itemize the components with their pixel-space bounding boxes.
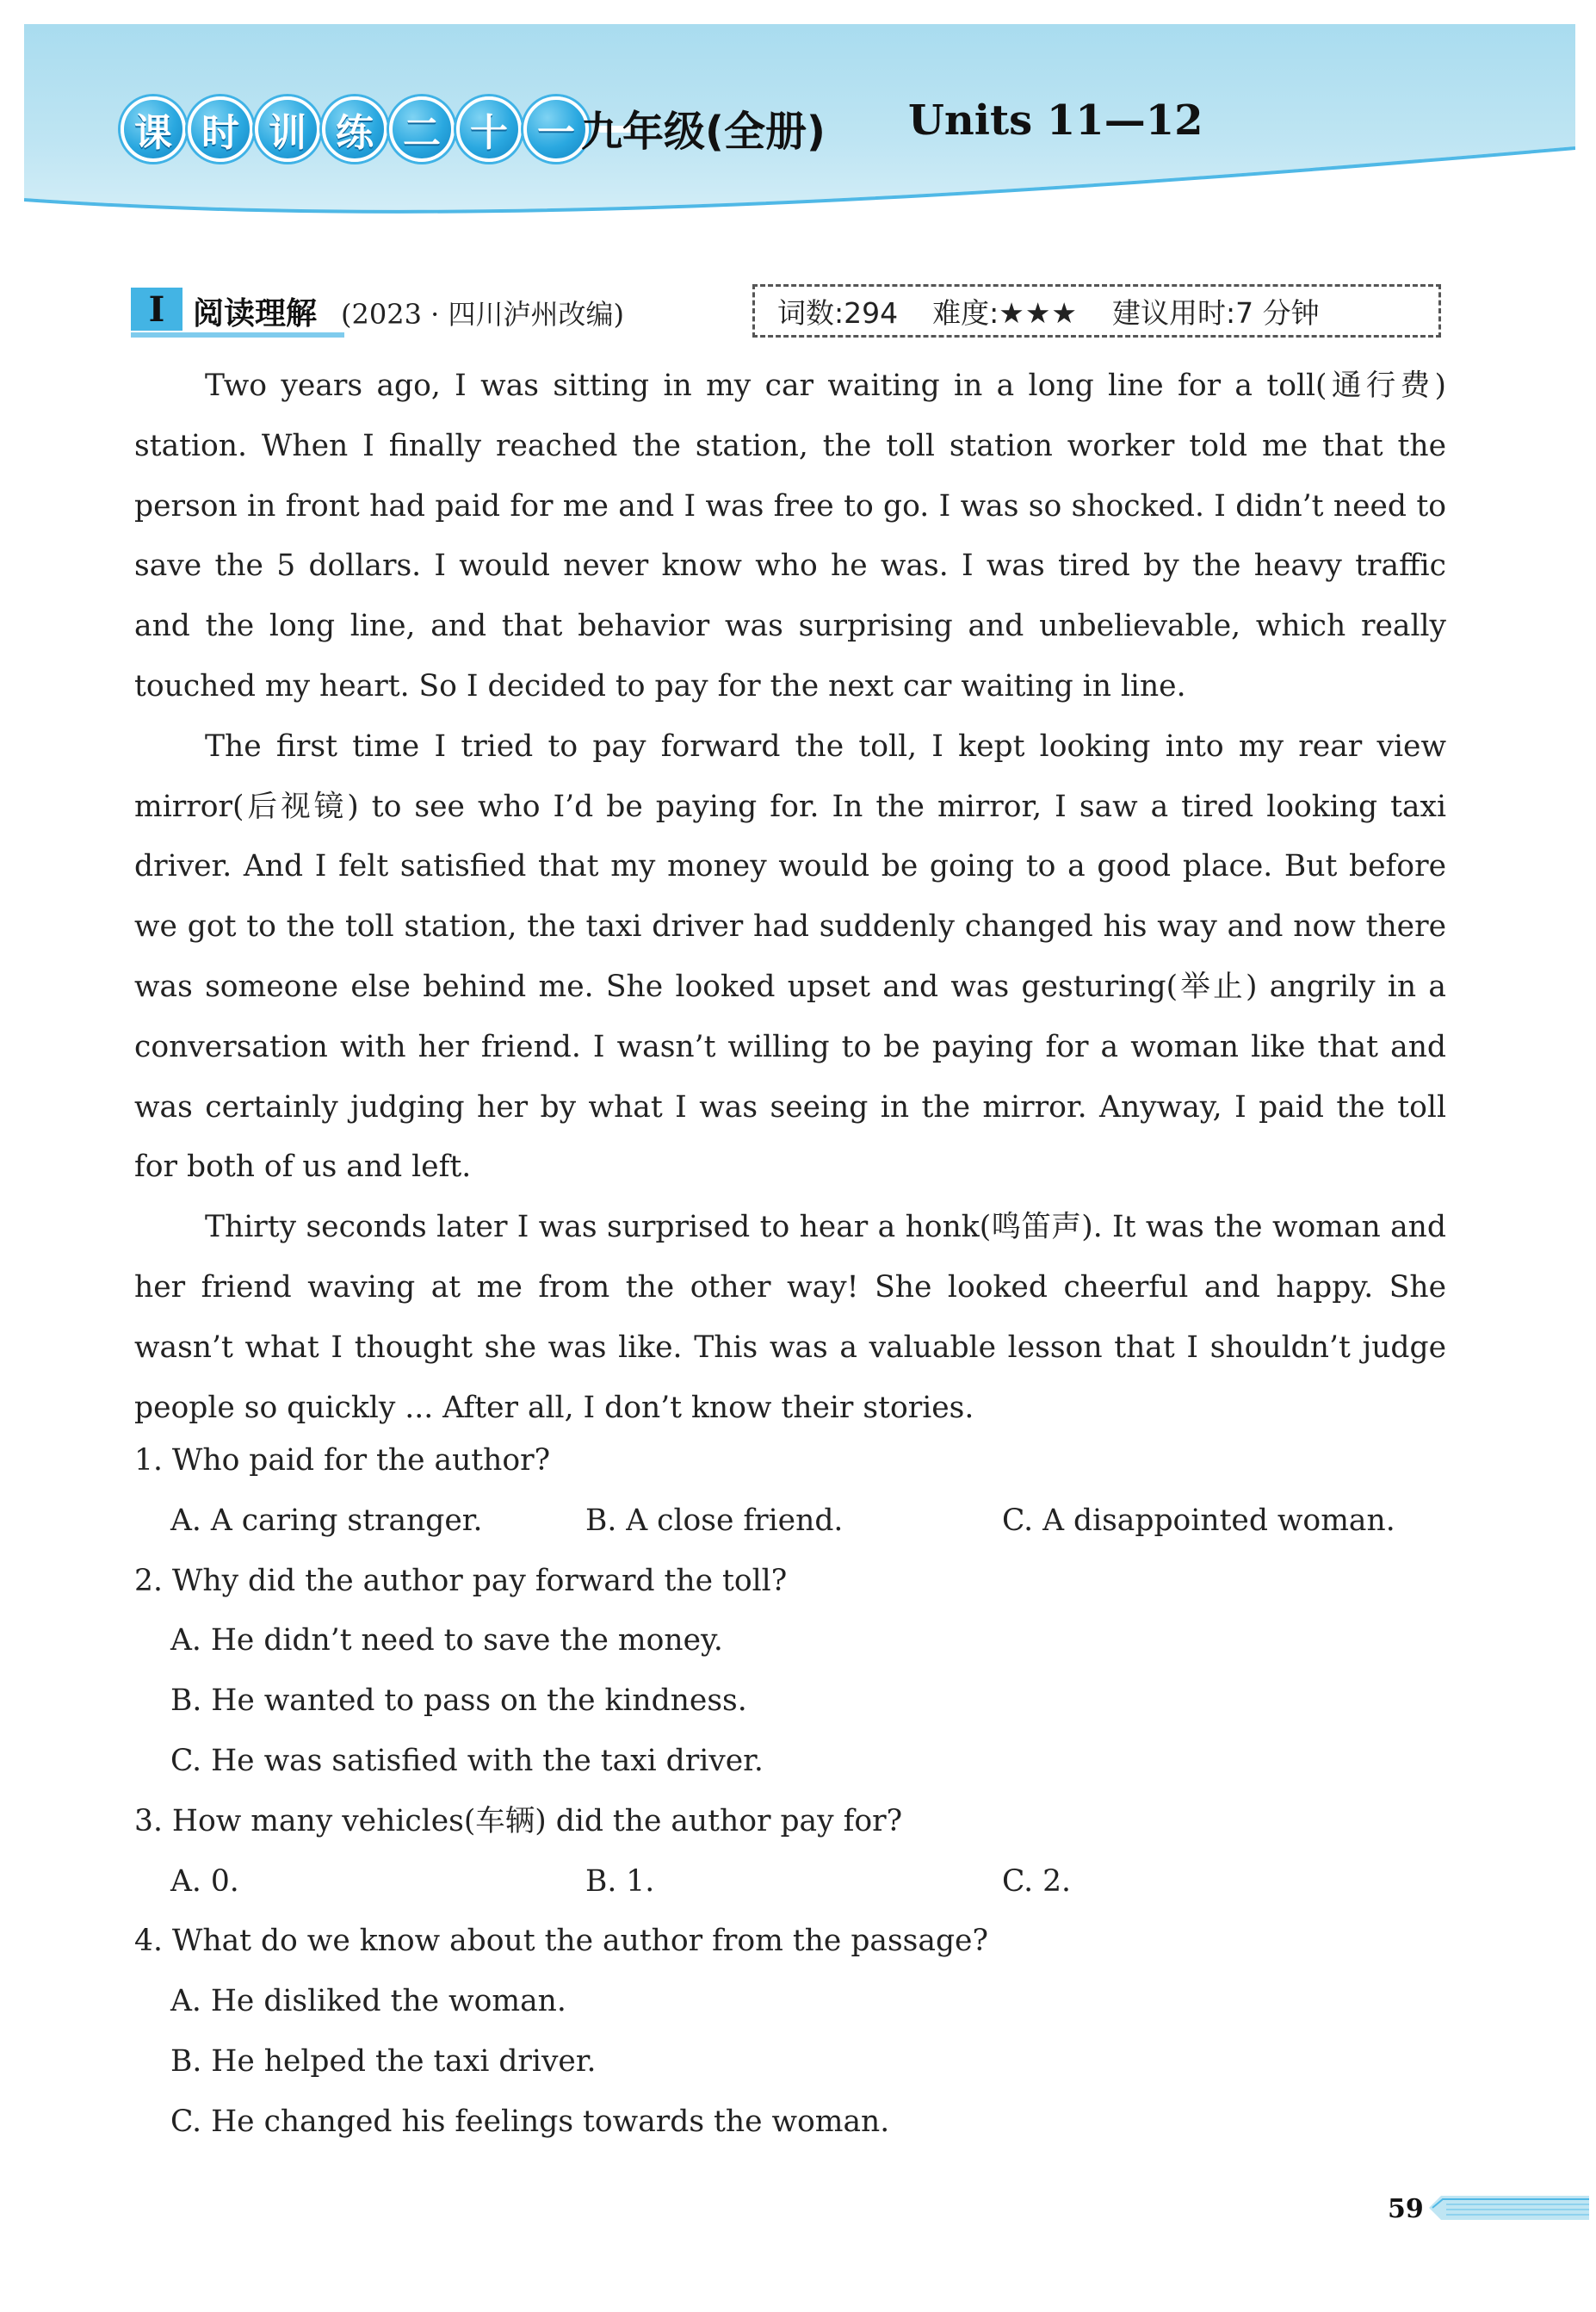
question-stem: 1. Who paid for the author?: [134, 1443, 551, 1478]
section-number-badge: I: [131, 288, 182, 331]
option: A. A caring stranger.: [170, 1503, 483, 1538]
option: C. He changed his feelings towards the woman.: [170, 2104, 890, 2139]
option: C. He was satisfied with the taxi driver.: [170, 1743, 764, 1778]
option-row: [134, 1852, 1446, 1912]
series-char: 练: [322, 96, 387, 162]
series-char: 二: [389, 96, 455, 162]
option-row: [134, 1491, 1446, 1552]
option: C. 2.: [1002, 1863, 1072, 1899]
series-char: 一: [523, 96, 589, 162]
difficulty: [932, 291, 1078, 332]
series-title: [121, 95, 635, 164]
section-source: (2023 · 四川泸州改编): [341, 298, 624, 331]
section-title: 阅读理解: [193, 296, 318, 332]
units-title: Units 11—12: [908, 96, 1203, 145]
question-stem: 4. What do we know about the author from the passage?: [134, 1924, 988, 1959]
option: B. He wanted to pass on the kindness.: [170, 1683, 747, 1719]
footer-decoration: [1429, 2192, 1589, 2223]
series-char: 课: [121, 96, 186, 162]
grade-title: 九年级(全册): [581, 108, 826, 156]
reading-info-box: [752, 284, 1441, 338]
page-number: 59: [1388, 2194, 1424, 2224]
option: A. He disliked the woman.: [170, 1984, 566, 2019]
difficulty-label: 难度:: [932, 295, 999, 330]
question-stem: 3. How many vehicles(车辆) did the author pay for?: [134, 1803, 903, 1838]
question-stem: 2. Why did the author pay forward the toll?: [134, 1563, 788, 1598]
option: A. 0.: [170, 1863, 239, 1899]
reading-passage: [134, 356, 1446, 1438]
section-header: [131, 284, 1439, 336]
question-list: [134, 1431, 1446, 2153]
option: C. A disappointed woman.: [1002, 1503, 1395, 1538]
suggested-time: 建议用时:7 分钟: [1112, 295, 1320, 330]
passage-paragraph: The first time I tried to pay forward the toll, I kept looking into my rear view mirror(后视镜) to see who I’d be paying for. In the mirror, I saw a tired looking taxi driver. And I felt satisfied that my money would be going to a good place. But before we got to the toll station, the taxi driver had suddenly changed his way and now there was someone else behind me. She looked upset and was gesturing(举止) angrily in a conversation with her friend. I wasn’t willing to be paying for a woman like that and was certainly judging her by what I was seeing in the mirror. Anyway, I paid the toll for both of us and left.: [134, 728, 1446, 1185]
option: B. He helped the taxi driver.: [170, 2043, 597, 2079]
series-char: 训: [255, 96, 320, 162]
series-char: 时: [188, 96, 253, 162]
option: B. 1.: [585, 1863, 655, 1899]
series-char: 十: [456, 96, 522, 162]
difficulty-stars: ★★★: [999, 295, 1078, 330]
passage-paragraph: Thirty seconds later I was surprised to hear a honk(鸣笛声). It was the woman and her friend waving at me from the other way! She looked cheerful and happy. She wasn’t what I thought she was like. This was a valuable lesson that I shouldn’t judge people so quickly ... After all, I don’t know their stories.: [134, 1210, 1446, 1425]
option: B. A close friend.: [585, 1503, 844, 1538]
option: A. He didn’t need to save the money.: [170, 1623, 723, 1658]
passage-paragraph: Two years ago, I was sitting in my car waiting in a long line for a toll(通行费) station. When I finally reached the station, the toll station worker told me that the person in front had paid for me and I was free to go. I was so shocked. I didn’t need to save the 5 dollars. I would never know who he was. I was tired by the heavy traffic and the long line, and that behavior was surprising and unbelievable, which really touched my heart. So I decided to pay for the next car waiting in line.: [134, 369, 1446, 704]
word-count: 词数:294: [777, 295, 899, 330]
